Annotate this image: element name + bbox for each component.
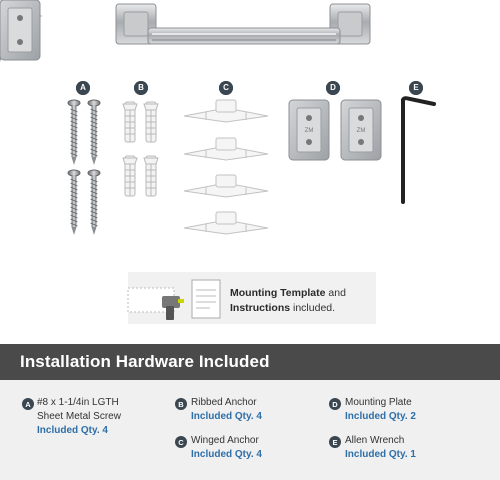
template-and: and [325, 287, 346, 299]
list-item-a [37, 396, 157, 438]
item-b-label: Ribbed Anchor [191, 397, 257, 408]
item-a-qty: Included Qty. 4 [37, 425, 108, 436]
badge-a: A [76, 81, 90, 95]
template-caption [230, 286, 380, 316]
item-badge-e: E [329, 436, 341, 448]
item-badge-b: B [175, 398, 187, 410]
plate-stamp-1: ZM [304, 128, 314, 134]
grab-bar-image [116, 4, 370, 44]
item-e-qty: Included Qty. 1 [345, 449, 416, 460]
item-d-qty: Included Qty. 2 [345, 411, 416, 422]
list-item-d [345, 396, 465, 424]
badge-d: D [326, 81, 340, 95]
mounting-plates-image [0, 0, 381, 160]
list-item-c [191, 434, 311, 462]
template-title: Mounting Template [230, 287, 326, 299]
list-item-b [191, 396, 311, 424]
badge-e: E [409, 81, 423, 95]
item-a-line1: #8 x 1-1/4in LGTH [37, 397, 119, 408]
badge-row [76, 81, 423, 95]
item-e-label: Allen Wrench [345, 435, 405, 446]
allen-wrench-image [403, 98, 434, 202]
section-title: Installation Hardware Included [20, 352, 270, 371]
item-badge-d: D [329, 398, 341, 410]
item-a-line2: Sheet Metal Screw [37, 411, 121, 422]
badge-c: C [219, 81, 233, 95]
instructions-included: included. [290, 302, 336, 314]
item-badge-c: C [175, 436, 187, 448]
item-b-qty: Included Qty. 4 [191, 411, 262, 422]
plate-stamp-2: ZM [356, 128, 366, 134]
item-badge-a: A [22, 398, 34, 410]
list-item-e [345, 434, 465, 462]
badge-b: B [134, 81, 148, 95]
instructions-title: Instructions [230, 302, 291, 314]
item-d-label: Mounting Plate [345, 397, 412, 408]
item-c-label: Winged Anchor [191, 435, 259, 446]
item-c-qty: Included Qty. 4 [191, 449, 262, 460]
